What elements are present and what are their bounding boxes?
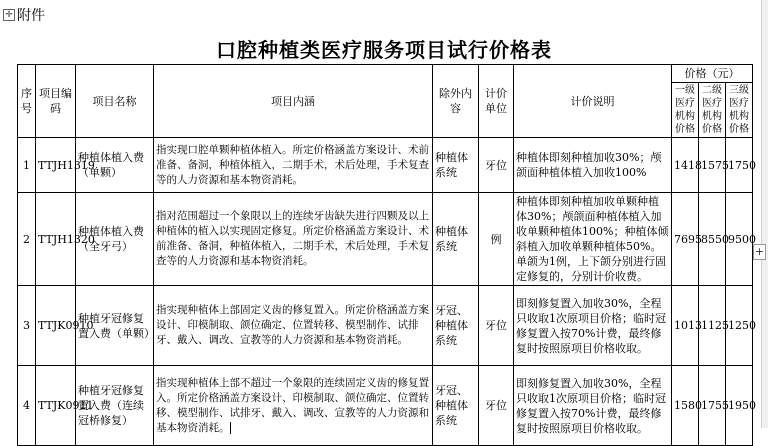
row-excluded: 种植体系统 <box>433 193 479 286</box>
header-price-group: 价格（元） <box>672 65 753 83</box>
header-seq: 序号 <box>18 65 36 138</box>
price-table <box>17 64 756 446</box>
row-price-level2: 1125 <box>699 286 726 366</box>
row-pricing: 种植体即刻种植加收单颗种植体30%；颅颌面种植体植入加收单颗种植体100%；种植体倾斜植入加收单颗种植体50%。单颌为1例，上下颌分别进行固定修复的，分别计价收费。 <box>514 193 672 286</box>
row-price-level1: 1418 <box>672 138 699 193</box>
row-code: TTJH1319 <box>36 138 76 193</box>
table-row <box>18 138 753 193</box>
row-excluded: 种植体系统 <box>433 138 479 193</box>
row-price-level2: 1575 <box>699 138 726 193</box>
row-excluded: 牙冠、种植体系统 <box>433 286 479 366</box>
row-pricing: 种植体即刻种植加收30%；颅颌面种植体植入加收100% <box>514 138 672 193</box>
row-content: 指对范围超过一个象限以上的连续牙齿缺失进行四颗及以上种植体的植入以实现固定修复。所定价格涵盖方案设计、术前准备、备洞，种植体植入，二期手术，术后处理，手术复查等的人力资源和基本物资消耗。 <box>154 193 433 286</box>
row-name: 种植牙冠修复置入费（单颗） <box>76 286 154 366</box>
row-content: 指实现口腔单颗种植体植入。所定价格涵盖方案设计、术前准备、备洞，种植体植入，二期手术，术后处理，手术复查等的人力资源和基本物资消耗。 <box>154 138 433 193</box>
row-unit: 牙位 <box>479 366 514 446</box>
row-name: 种植体植入费（全牙弓） <box>76 193 154 286</box>
attachment-label: 附件 <box>17 8 45 24</box>
header-excluded: 除外内容 <box>433 65 479 138</box>
row-unit: 例 <box>479 193 514 286</box>
header-row-1 <box>18 65 753 83</box>
table-row <box>18 366 753 446</box>
row-seq: 2 <box>18 193 36 286</box>
row-seq: 3 <box>18 286 36 366</box>
table-row <box>18 286 753 366</box>
add-column-icon[interactable]: + <box>754 245 765 258</box>
row-name: 种植体植入费（单颗） <box>76 138 154 193</box>
row-content-text: 指实现种植体上部不超过一个象限的连续固定义齿的修复置入。所定价格涵盖方案设计、印模制取、颌位确定、位置转移、模型制作、试排牙、戴入、调改、宣教等的人力资源和基本物资消耗。 <box>156 376 429 434</box>
header-content: 项目内涵 <box>154 65 433 138</box>
row-price-level3: 9500 <box>726 193 753 286</box>
row-code: TTJK0910 <box>36 286 76 366</box>
header-level2: 二级医疗机构价格 <box>699 83 726 138</box>
row-code: TTJH1320 <box>36 193 76 286</box>
header-unit: 计价单位 <box>479 65 514 138</box>
table-move-handle-icon[interactable]: ✛ <box>3 9 15 21</box>
row-name: 种植牙冠修复置入费（连续冠桥修复） <box>76 366 154 446</box>
row-price-level3: 1950 <box>726 366 753 446</box>
row-seq: 4 <box>18 366 36 446</box>
row-seq: 1 <box>18 138 36 193</box>
header-level3: 三级医疗机构价格 <box>726 83 753 138</box>
header-level1: 一级医疗机构价格 <box>672 83 699 138</box>
row-price-level1: 7695 <box>672 193 699 286</box>
header-name: 项目名称 <box>76 65 154 138</box>
row-content: 指实现种植体上部固定义齿的修复置入。所定价格涵盖方案设计、印模制取、颌位确定、位置转移、模型制作、试排牙、戴入、调改、宣教等的人力资源和基本物资消耗。 <box>154 286 433 366</box>
row-excluded: 牙冠、种植体系统 <box>433 366 479 446</box>
row-code: TTJK0911 <box>36 366 76 446</box>
row-pricing: 即刻修复置入加收30%，全程只收取1次原项目价格；临时冠修复置入按70%计费，最终修复时按照原项目价格收取。 <box>514 286 672 366</box>
row-price-level2: 1755 <box>699 366 726 446</box>
row-price-level1: 1580 <box>672 366 699 446</box>
header-pricing: 计价说明 <box>514 65 672 138</box>
row-price-level2: 8550 <box>699 193 726 286</box>
row-unit: 牙位 <box>479 138 514 193</box>
row-pricing: 即刻修复置入加收30%，全程只收取1次原项目价格；临时冠修复置入按70%计费，最终修复时按照原项目价格收取。 <box>514 366 672 446</box>
row-unit: 牙位 <box>479 286 514 366</box>
text-cursor <box>230 422 231 434</box>
page-title: 口腔种植类医疗服务项目试行价格表 <box>216 38 552 62</box>
row-price-level3: 1250 <box>726 286 753 366</box>
row-price-level1: 1013 <box>672 286 699 366</box>
row-price-level3: 1750 <box>726 138 753 193</box>
window-edge <box>761 0 768 428</box>
table-row <box>18 193 753 286</box>
header-code: 项目编码 <box>36 65 76 138</box>
row-content[interactable] <box>154 366 433 446</box>
